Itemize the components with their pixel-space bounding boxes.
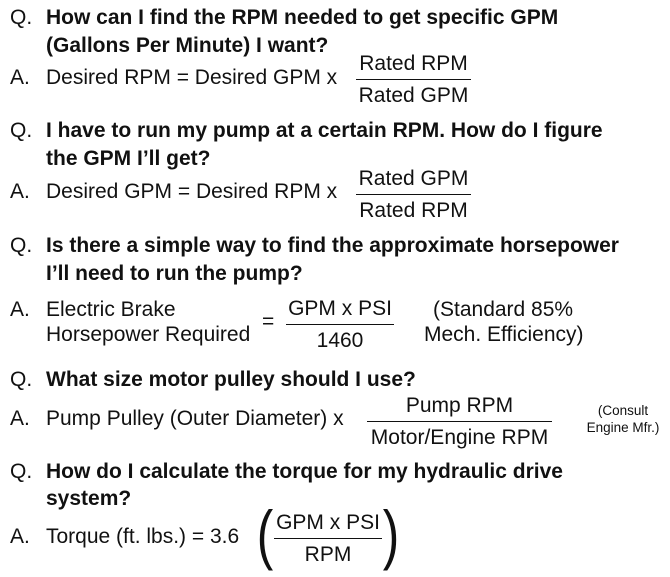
consult-note [578,402,668,436]
question-3-line-2: I’ll need to run the pump? [46,262,303,285]
question-2-line-2: the GPM I’ll get? [46,147,211,170]
q-label: Q. [10,460,33,483]
answer-4-text: Pump Pulley (Outer Diameter) x [46,407,344,430]
denominator: 1460 [316,329,364,352]
left-parenthesis: ( [256,497,274,571]
numerator: Rated RPM [359,52,468,75]
fraction-bar [356,194,471,195]
answer-3-fraction [286,297,394,353]
denominator: Rated GPM [358,84,469,107]
fraction-bar [367,421,552,422]
question-3-line-1: Is there a simple way to find the approximate horsepower [46,234,619,257]
a-label: A. [10,407,30,430]
efficiency-note-line-1: (Standard 85% [433,298,574,321]
consult-note-line-2: Engine Mfr.) [586,420,660,435]
question-4-line-1: What size motor pulley should I use? [46,368,416,391]
answer-2-text: Desired GPM = Desired RPM x [46,180,338,203]
numerator: Pump RPM [405,394,514,417]
numerator: Rated GPM [358,167,469,190]
question-5-line-2: system? [46,487,132,510]
efficiency-note-line-2: Mech. Efficiency) [424,323,584,346]
question-1-line-1: How can I find the RPM needed to get specific GPM [46,6,559,29]
answer-1-fraction [356,52,471,108]
fraction-bar [356,79,471,80]
answer-3-line-2: Horsepower Required [46,323,251,346]
equals-sign: = [262,310,275,333]
question-2-line-1: I have to run my pump at a certain RPM. How do I figure [46,119,603,142]
denominator: Motor/Engine RPM [370,426,549,449]
answer-5-text: Torque (ft. lbs.) = 3.6 [46,525,240,548]
answer-1-text: Desired RPM = Desired GPM x [46,66,338,89]
q-label: Q. [10,6,33,29]
fraction-bar [286,324,394,325]
right-parenthesis: ) [382,497,400,571]
numerator: GPM x PSI [276,511,380,534]
a-label: A. [10,180,30,203]
denominator: RPM [304,543,352,566]
fraction-bar [274,538,382,539]
question-1-line-2: (Gallons Per Minute) I want? [46,34,329,57]
q-label: Q. [10,234,33,257]
numerator: GPM x PSI [288,297,392,320]
answer-5-fraction [274,511,382,567]
a-label: A. [10,525,30,548]
consult-note-line-1: (Consult [597,403,649,418]
a-label: A. [10,66,30,89]
question-5-line-1: How do I calculate the torque for my hydraulic drive [46,460,563,483]
denominator: Rated RPM [359,199,468,222]
answer-4-fraction [367,394,552,450]
answer-2-fraction [356,167,471,223]
q-label: Q. [10,119,33,142]
a-label: A. [10,298,30,321]
answer-3-line-1: Electric Brake [46,298,176,321]
q-label: Q. [10,368,33,391]
